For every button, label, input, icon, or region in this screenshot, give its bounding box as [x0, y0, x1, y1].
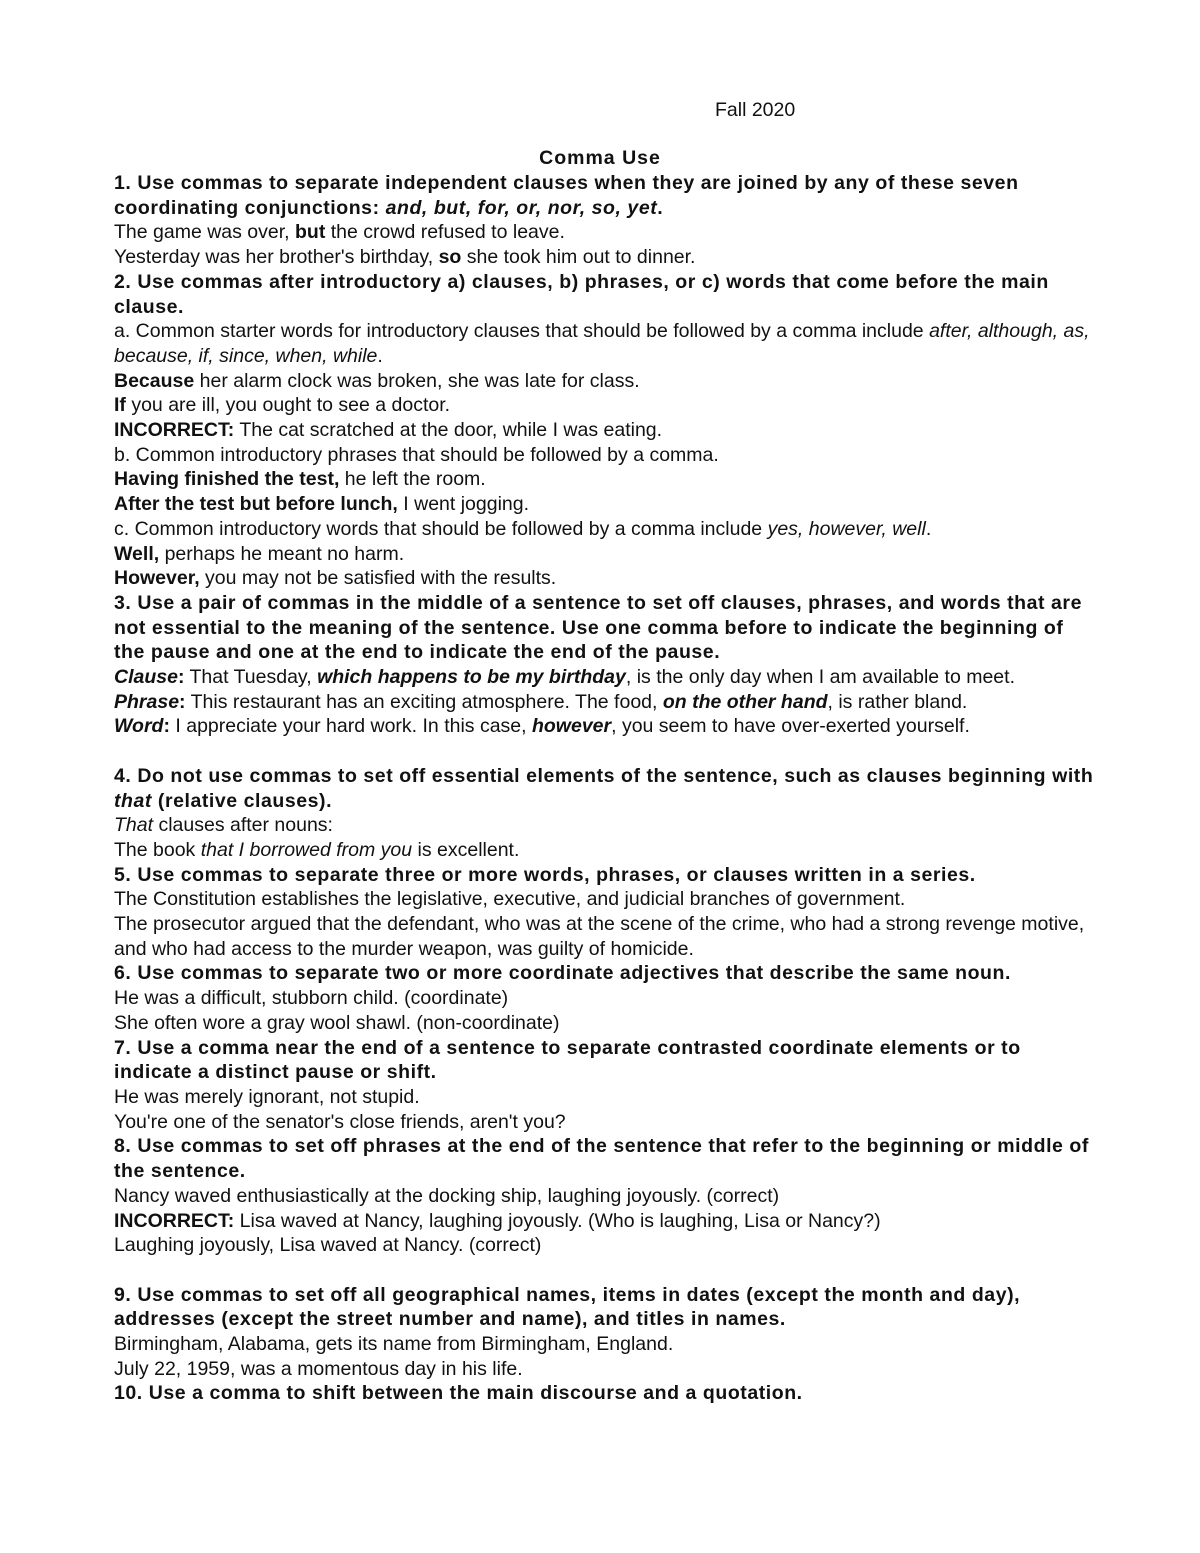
rule-5-heading: 5. Use commas to separate three or more words, phrases, or clauses written in a series.: [114, 863, 976, 886]
rule-2-example-incorrect: INCORRECT: The cat scratched at the door, while I was eating.: [114, 419, 663, 442]
rule-9-heading: 9. Use commas to set off all geographical names, items in dates (except the month and day), addresses (except the street number and name), and titles in names.: [114, 1283, 1021, 1331]
rule-6-heading: 6. Use commas to separate two or more coordinate adjectives that describe the same noun.: [114, 962, 1011, 985]
rule-2-example-because: Because her alarm clock was broken, she was late for class.: [114, 369, 640, 392]
rule-2a-note: a. Common starter words for introductory clauses that should be followed by a comma include after, although, as, because, if, since, when, while.: [114, 320, 1090, 367]
document-body: [114, 171, 1094, 1406]
semester-label: Fall 2020: [715, 99, 796, 121]
rule-3-example-clause: Clause: That Tuesday, which happens to be my birthday, is the only day when I am available to meet.: [114, 666, 1015, 689]
rule-8-example-1: Nancy waved enthusiastically at the docking ship, laughing joyously. (correct): [114, 1184, 780, 1207]
rule-9-example-1: Birmingham, Alabama, gets its name from Birmingham, England.: [114, 1333, 674, 1356]
rule-2-example-however: However, you may not be satisfied with the results.: [114, 567, 557, 590]
rule-2-example-having: Having finished the test, he left the room.: [114, 468, 486, 491]
rule-2c-note: c. Common introductory words that should be followed by a comma include yes, however, well.: [114, 517, 932, 540]
rule-3-heading: 3. Use a pair of commas in the middle of a sentence to set off clauses, phrases, and words that are not essential to the meaning of the sentence. Use one comma before to indicate the beginning of the pause and one at the end to indicate the end of the pause.: [114, 591, 1082, 664]
rule-2-heading: 2. Use commas after introductory a) clauses, b) phrases, or c) words that come before the main clause.: [114, 270, 1049, 318]
rule-8-example-3: Laughing joyously, Lisa waved at Nancy. (correct): [114, 1234, 542, 1257]
rule-6-example-2: She often wore a gray wool shawl. (non-coordinate): [114, 1011, 560, 1034]
rule-9-example-2: July 22, 1959, was a momentous day in his life.: [114, 1357, 523, 1380]
blank-line: [114, 739, 1094, 764]
rule-4-heading: 4. Do not use commas to set off essential elements of the sentence, such as clauses beginning with that (relative clauses).: [114, 764, 1094, 812]
rule-6-example-1: He was a difficult, stubborn child. (coordinate): [114, 987, 509, 1010]
rule-5-example-2: The prosecutor argued that the defendant, who was at the scene of the crime, who had a strong revenge motive, and who had access to the murder weapon, was guilty of homicide.: [114, 913, 1085, 960]
rule-1-conjunctions: and, but, for, or, nor, so, yet: [385, 196, 658, 219]
document-title: Comma Use: [539, 147, 661, 169]
rule-7-example-2: You're one of the senator's close friends, aren't you?: [114, 1110, 566, 1133]
rule-1-example-1: The game was over, but the crowd refused to leave.: [114, 221, 565, 244]
rule-5-example-1: The Constitution establishes the legislative, executive, and judicial branches of government.: [114, 888, 906, 911]
rule-3-example-word: Word: I appreciate your hard work. In this case, however, you seem to have over-exerted yourself.: [114, 715, 970, 738]
rule-8-heading: 8. Use commas to set off phrases at the end of the sentence that refer to the beginning or middle of the sentence.: [114, 1135, 1089, 1183]
rule-2-example-if: If you are ill, you ought to see a doctor.: [114, 394, 451, 417]
rule-1-example-2: Yesterday was her brother's birthday, so she took him out to dinner.: [114, 246, 696, 269]
rule-7-example-1: He was merely ignorant, not stupid.: [114, 1086, 420, 1108]
rule-4-example-1: That clauses after nouns:: [114, 814, 333, 837]
rule-8-example-2: INCORRECT: Lisa waved at Nancy, laughing joyously. (Who is laughing, Lisa or Nancy?): [114, 1209, 881, 1232]
rule-2b-note: b. Common introductory phrases that should be followed by a comma.: [114, 443, 719, 466]
rule-10-heading: 10. Use a comma to shift between the main discourse and a quotation.: [114, 1382, 803, 1405]
rule-7-heading: 7. Use a comma near the end of a sentence to separate contrasted coordinate elements or to indicate a distinct pause or shift.: [114, 1036, 1021, 1084]
rule-1-heading: 1. Use commas to separate independent clauses when they are joined by any of these seven coordinating conjunctions: and, but, for, or, nor, so, yet.: [114, 172, 1019, 219]
rule-4-example-2: The book that I borrowed from you is excellent.: [114, 838, 520, 861]
blank-line: [114, 1258, 1094, 1283]
rule-3-example-phrase: Phrase: This restaurant has an exciting atmosphere. The food, on the other hand, is rather bland.: [114, 690, 968, 713]
rule-2-example-well: Well, perhaps he meant no harm.: [114, 542, 405, 565]
rule-2-example-after: After the test but before lunch, I went jogging.: [114, 493, 530, 516]
